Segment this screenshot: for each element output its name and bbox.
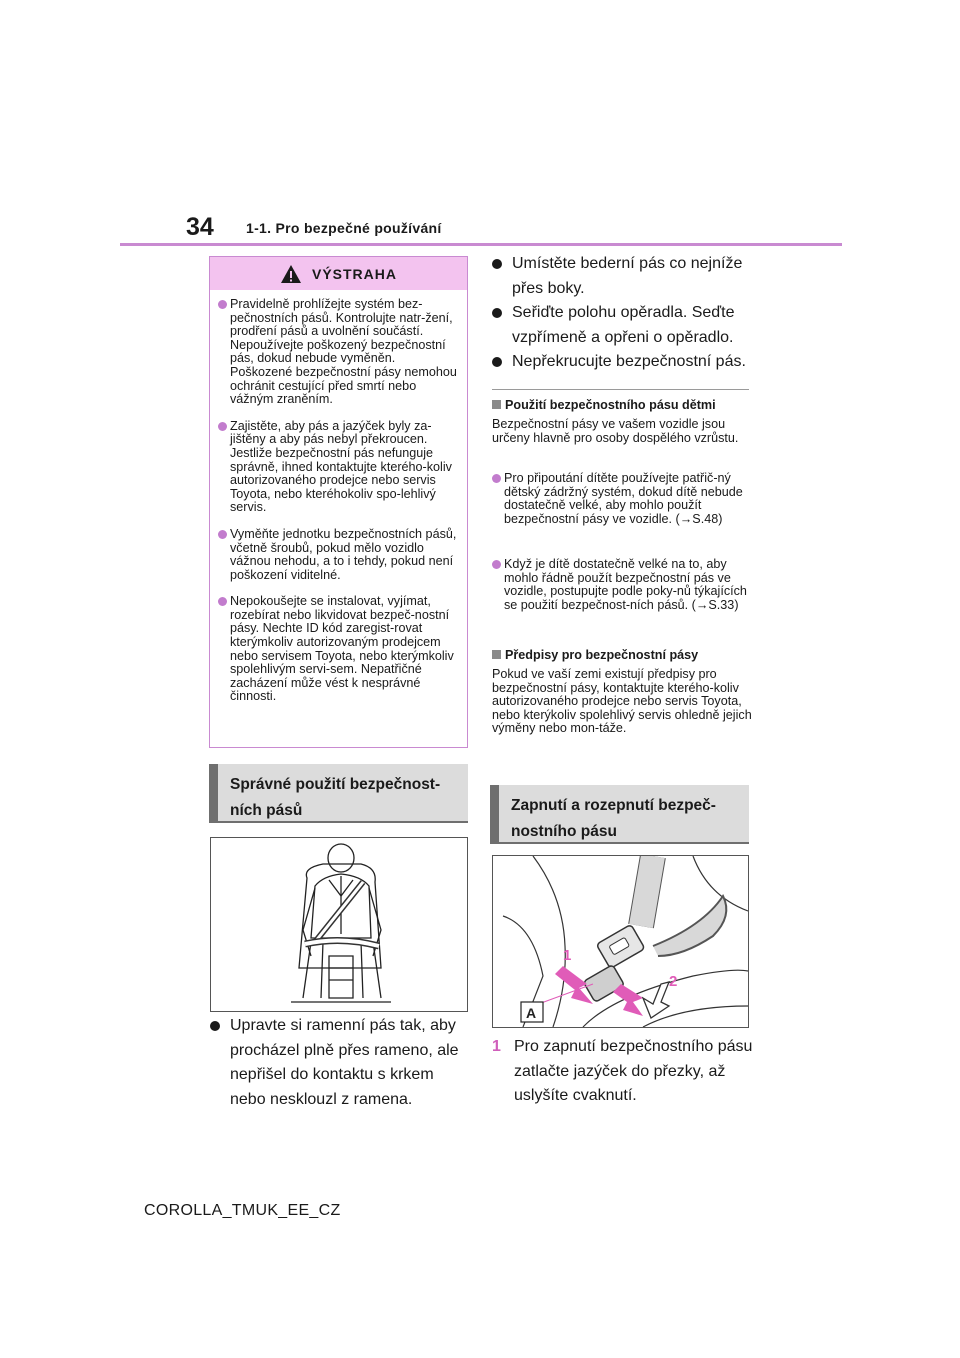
right-bullet-2: Seřiďte polohu opěradla. Seďte vzpřímeně a opřeni o opěradlo.	[492, 301, 754, 350]
bullet-dot-icon	[492, 560, 501, 569]
label-a: A	[526, 1005, 537, 1021]
warning-item: Zajistěte, aby pás a jazýček byly za-jištěny a aby pás nebyl překroucen. Jestliže bezpečnostní pás nefunguje správně, ihned kontaktujte kterého-koliv autorizovaného prodejce nebo servis Toyota, nebo kteréhokoliv spo-lehlivý servis.	[218, 420, 459, 515]
warning-header	[210, 257, 467, 290]
right-bullet-3: Nepřekrucujte bezpečnostní pás.	[492, 350, 754, 375]
warning-triangle-icon	[280, 264, 302, 284]
regulations-text: Pokud ve vaší zemi existují předpisy pro bezpečnostní pásy, kontaktujte kterého-koliv autorizovaného prodejce nebo servis Toyota, nebo kterýkoliv spolehlivý servis ohledně jejich výměny nebo mon-táže.	[492, 667, 752, 736]
bullet-dot-icon	[218, 300, 227, 309]
bullet-dot-icon	[218, 530, 227, 539]
label-2: 2	[669, 973, 678, 990]
section-title: 1-1. Pro bezpečné používání	[246, 220, 442, 236]
warning-item: Nepokoušejte se instalovat, vyjímat, rozebírat nebo likvidovat bezpeč-nostní pásy. Nechte ID kód zaregist-rovat kterýmkoliv autorizovaným prodejcem nebo servisem Toyota, nebo kterýmkoliv spolehlivým servi-sem. Nepatřičné zacházení může vést k nesprávné činnosti.	[218, 595, 459, 704]
seatbelt-person-illustration	[210, 837, 468, 1012]
warning-item: Pravidelně prohlížejte systém bez-pečnostních pásů. Kontrolujte natr-žení, prodření pásů a uvolnění součástí. Nepoužívejte poškozený bezpečnostní pás, dokud nebude vyměněn. Poškozené bezpečnostní pásy nemohou ochránit cestující před smrtí nebo vážným zraněním.	[218, 298, 459, 407]
bullet-dot-icon	[492, 474, 501, 483]
seatbelt-buckle-illustration	[492, 855, 749, 1028]
section-heading-fasten: Zapnutí a rozepnutí bezpeč-nostního pásu	[490, 785, 749, 844]
bullet-dot-icon	[218, 422, 227, 431]
section-heading-correct-use: Správné použití bezpečnost-ních pásů	[209, 764, 468, 823]
children-intro: Bezpečnostní pásy ve vašem vozidle jsou určeny hlavně pro osoby dospělého vzrůstu.	[492, 417, 739, 445]
square-bullet-icon	[492, 650, 501, 659]
right-bullet-1: Umístěte bederní pás co nejníže přes boky.	[492, 252, 754, 301]
bullet-dot-icon	[210, 1021, 220, 1031]
children-item: Když je dítě dostatečně velké na to, aby mohlo řádně použít bezpečnostní pás ve vozidle, postupujte podle poky-nů týkajících se použití bezpečnost-ních pásů. (→S.33)	[492, 558, 752, 612]
document-code: COROLLA_TMUK_EE_CZ	[144, 1202, 341, 1219]
subheading-regulations: Předpisy pro bezpečnostní pásy	[492, 648, 752, 662]
header-divider	[120, 243, 842, 246]
children-item: Pro připoutání dítěte používejte patřič-ný dětský zádržný systém, dokud dítě nebude dostatečně velké, aby mohlo použít bezpečnostní pásy ve vozidle. (→S.48)	[492, 472, 752, 526]
bullet-dot-icon	[492, 357, 502, 367]
warning-title: VÝSTRAHA	[311, 265, 397, 282]
warning-item: Vyměňte jednotku bezpečnostních pásů, včetně šroubů, pokud mělo vozidlo vážnou nehodu, a to i tehdy, pokud není poškození viditelné.	[218, 528, 459, 582]
left-bullet: Upravte si ramenní pás tak, aby procházel plně přes rameno, ale nepřišel do kontaktu s krkem nebo nesklouzl z ramena.	[210, 1014, 472, 1112]
square-bullet-icon	[492, 400, 501, 409]
step-1: 1 Pro zapnutí bezpečnostního pásu zatlačte jazýček do přezky, až uslyšíte cvaknutí.	[492, 1035, 754, 1109]
section-divider	[492, 389, 749, 390]
warning-list	[210, 290, 467, 704]
bullet-dot-icon	[218, 597, 227, 606]
label-1: 1	[563, 947, 572, 964]
page-number: 34	[186, 213, 214, 241]
step-number: 1	[492, 1038, 501, 1055]
bullet-dot-icon	[492, 308, 502, 318]
subheading-children: Použití bezpečnostního pásu dětmi	[492, 398, 752, 412]
bullet-dot-icon	[492, 259, 502, 269]
warning-box	[209, 256, 468, 748]
